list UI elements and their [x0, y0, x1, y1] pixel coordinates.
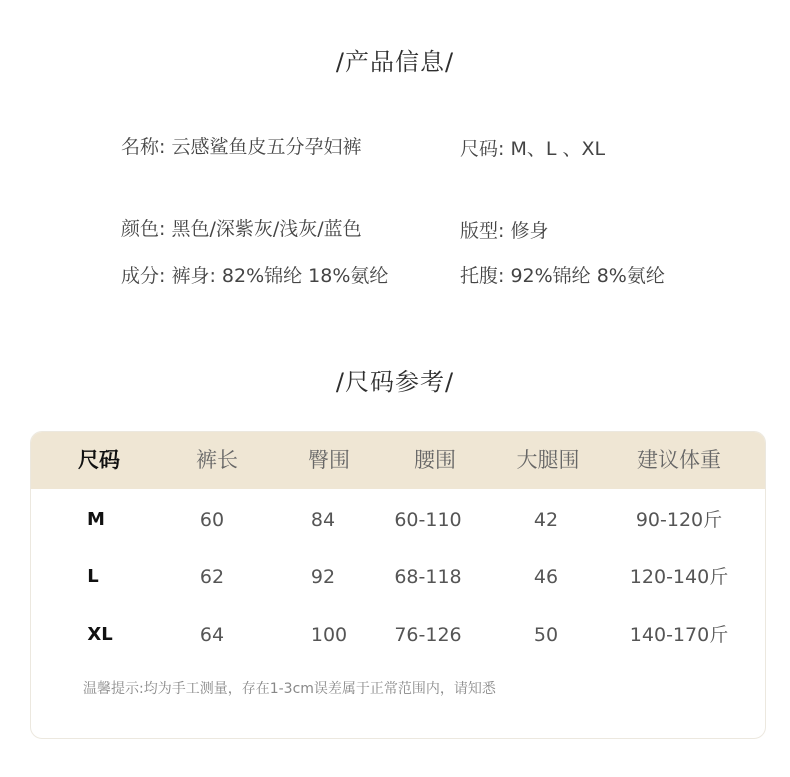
- cell-waist: 68-118: [394, 566, 462, 588]
- size-chart-card: [30, 431, 766, 739]
- cell-waist: 60-110: [394, 509, 462, 531]
- cell-hip: 100: [310, 624, 348, 646]
- size-chart-header: [31, 432, 765, 489]
- info-color-key: 颜色:: [121, 218, 172, 240]
- header-size: 尺码: [78, 448, 120, 472]
- header-length: 裤长: [196, 448, 238, 472]
- table-row: [31, 557, 765, 597]
- info-belly-value: 92%锦纶 8%氨纶: [510, 265, 665, 287]
- cell-length: 64: [199, 624, 225, 646]
- cell-length: 60: [199, 509, 225, 531]
- info-name: [121, 132, 361, 159]
- info-fit-value: 修身: [510, 220, 549, 242]
- info-belly-key: 托腹:: [460, 265, 511, 287]
- info-material-key: 成分:: [121, 265, 172, 287]
- cell-size: XL: [87, 624, 113, 645]
- info-fit-key: 版型:: [460, 220, 511, 242]
- cell-weight: 120-140斤: [629, 566, 729, 588]
- measurement-note: 温馨提示:均为手工测量，存在1-3cm误差属于正常范围内，请知悉: [83, 681, 496, 697]
- info-material-value: 裤身: 82%锦纶 18%氨纶: [171, 265, 389, 287]
- info-material: [121, 261, 388, 288]
- cell-size: M: [87, 509, 105, 530]
- info-belly: [460, 261, 665, 288]
- info-color-value: 黑色/深紫灰/浅灰/蓝色: [171, 218, 362, 240]
- cell-size: L: [87, 566, 99, 587]
- info-size-value: M、L 、XL: [510, 138, 606, 160]
- cell-hip: 92: [310, 566, 336, 588]
- cell-thigh: 42: [533, 509, 559, 531]
- cell-hip: 84: [310, 509, 336, 531]
- info-size: [460, 134, 605, 161]
- cell-waist: 76-126: [394, 624, 462, 646]
- table-row: [31, 615, 765, 655]
- cell-thigh: 46: [533, 566, 559, 588]
- info-name-key: 名称:: [121, 136, 172, 158]
- cell-thigh: 50: [533, 624, 559, 646]
- header-thigh: 大腿围: [516, 448, 580, 472]
- cell-weight: 90-120斤: [635, 509, 723, 531]
- info-name-value: 云感鲨鱼皮五分孕妇裤: [171, 136, 362, 158]
- info-size-key: 尺码:: [460, 138, 511, 160]
- info-fit: [460, 216, 548, 243]
- table-row: [31, 500, 765, 540]
- product-info-title: /产品信息/: [335, 48, 455, 76]
- header-weight: 建议体重: [637, 448, 721, 472]
- cell-length: 62: [199, 566, 225, 588]
- cell-weight: 140-170斤: [629, 624, 729, 646]
- header-waist: 腰围: [414, 448, 456, 472]
- info-color: [121, 214, 362, 241]
- header-hip: 臀围: [308, 448, 350, 472]
- size-chart-title: /尺码参考/: [335, 368, 455, 396]
